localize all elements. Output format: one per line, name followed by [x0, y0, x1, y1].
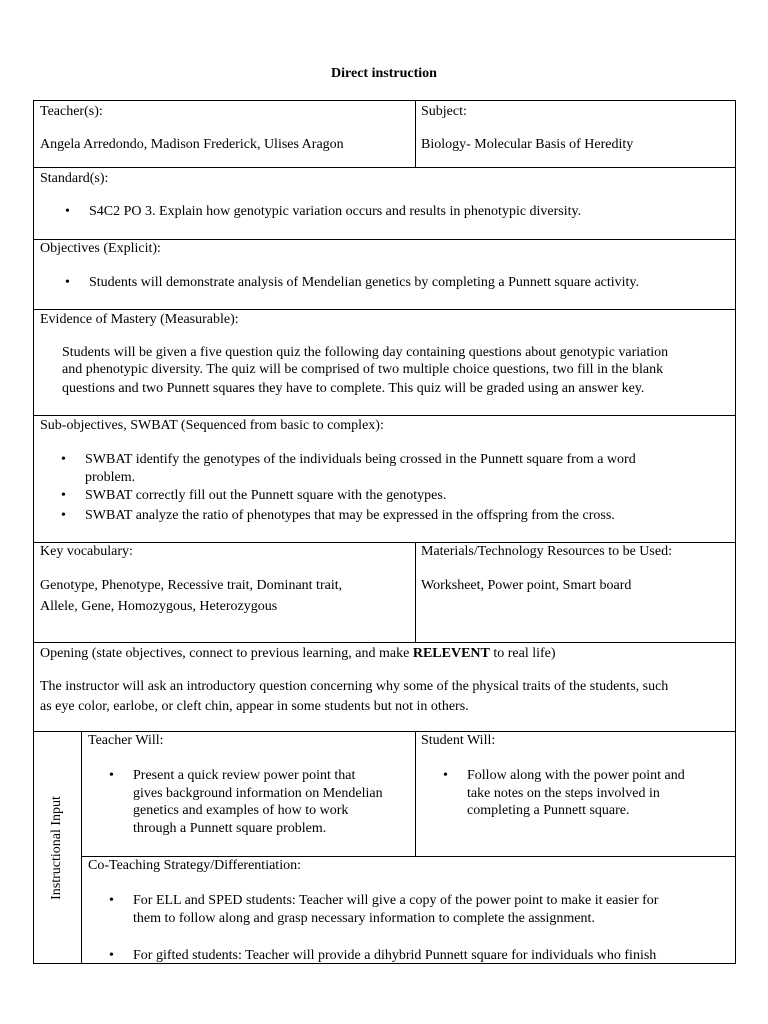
student-will-cell — [415, 731, 736, 857]
instructional-input-label — [34, 732, 80, 964]
student-will-line-2: take notes on the steps involved in — [467, 785, 660, 801]
subobjective-1-line-1: SWBAT identify the genotypes of the individuals being crossed in the Punnett square from a word — [85, 452, 636, 467]
standards-cell — [33, 167, 736, 240]
evidence-cell — [33, 309, 736, 416]
student-will-item — [467, 767, 685, 820]
subobjectives-list — [85, 451, 725, 524]
evidence-line-1: Students will be given a five question quiz the following day containing questions about genotypic variation — [62, 345, 669, 360]
student-will-label: Student Will: — [421, 733, 496, 748]
subject-label: Subject: — [421, 104, 467, 119]
evidence-line-3: questions and two Punnett squares they have to complete. This quiz will be graded using an answer key. — [62, 381, 645, 396]
student-will-line-1: Follow along with the power point and — [467, 768, 685, 783]
vocabulary-line-1: Genotype, Phenotype, Recessive trait, Dominant trait, — [40, 578, 343, 593]
coteaching-item-ell — [133, 892, 658, 927]
opening-label-text: Opening (state objectives, connect to previous learning, and make — [40, 646, 413, 661]
subobjective-item — [85, 507, 725, 525]
subobjectives-label: Sub-objectives, SWBAT (Sequenced from basic to complex): — [40, 418, 384, 433]
vocabulary-cell — [33, 542, 416, 643]
subobjective-item — [85, 487, 725, 505]
materials-value: Worksheet, Power point, Smart board — [421, 578, 632, 593]
subject-value: Biology- Molecular Basis of Heredity — [421, 137, 634, 152]
teacher-will-line-3: genetics and examples of how to work — [133, 803, 349, 818]
student-will-list — [467, 767, 685, 820]
teacher-will-list — [133, 767, 383, 837]
teacher-will-line-2: gives background information on Mendelian — [133, 785, 383, 801]
opening-label — [40, 645, 556, 662]
student-will-line-3: completing a Punnett square. — [467, 803, 630, 818]
subject-cell — [415, 100, 736, 168]
materials-cell — [415, 542, 736, 643]
opening-label-tail: to real life) — [489, 646, 556, 661]
evidence-line-2: and phenotypic diversity. The quiz will be comprised of two multiple choice questions, two fill in the blank — [62, 362, 664, 377]
evidence-label: Evidence of Mastery (Measurable): — [40, 312, 239, 327]
objectives-list — [89, 274, 639, 292]
teacher-label: Teacher(s): — [40, 104, 103, 119]
instructional-input-label-text: Instructional Input — [49, 796, 64, 900]
teacher-will-label: Teacher Will: — [88, 733, 164, 748]
subobjective-1-line-2: problem. — [85, 469, 136, 485]
coteaching-label: Co-Teaching Strategy/Differentiation: — [88, 858, 301, 873]
objectives-label: Objectives (Explicit): — [40, 241, 161, 256]
teacher-will-item — [133, 767, 383, 837]
subobjectives-cell — [33, 415, 736, 543]
subobjective-3: SWBAT analyze the ratio of phenotypes that may be expressed in the offspring from the cross. — [85, 507, 615, 523]
coteaching-list — [133, 892, 658, 965]
subobjective-2: SWBAT correctly fill out the Punnett square with the genotypes. — [85, 488, 447, 503]
opening-line-2: as eye color, earlobe, or cleft chin, appear in some students but not in others. — [40, 699, 469, 714]
coteaching-cell — [81, 856, 736, 964]
opening-label-emphasis: RELEVENT — [412, 646, 490, 661]
vocabulary-line-2: Allele, Gene, Homozygous, Heterozygous — [40, 599, 278, 614]
opening-line-1: The instructor will ask an introductory question concerning why some of the physical traits of the students, such — [40, 679, 669, 694]
coteaching-ell-line-2: them to follow along and grasp necessary information to complete the assignment. — [133, 910, 595, 926]
document-title: Direct instruction — [331, 66, 437, 81]
objective-item: • Students will demonstrate analysis of Mendelian genetics by completing a Punnett square activity. — [89, 274, 639, 292]
teacher-will-line-4: through a Punnett square problem. — [133, 820, 327, 836]
teacher-cell — [33, 100, 416, 168]
teacher-names: Angela Arredondo, Madison Frederick, Ulises Aragon — [40, 137, 344, 152]
coteaching-item-gifted — [133, 947, 658, 965]
standards-list — [89, 203, 581, 221]
standards-label: Standard(s): — [40, 171, 109, 186]
materials-label: Materials/Technology Resources to be Used: — [421, 544, 672, 559]
objectives-cell — [33, 239, 736, 310]
opening-cell — [33, 642, 736, 732]
subobjective-item — [85, 451, 725, 486]
teacher-will-line-1: Present a quick review power point that — [133, 768, 356, 783]
vocabulary-label: Key vocabulary: — [40, 544, 133, 559]
coteaching-ell-line-1: For ELL and SPED students: Teacher will give a copy of the power point to make it easier for — [133, 893, 659, 908]
standard-item: • S4C2 PO 3. Explain how genotypic variation occurs and results in phenotypic diversity. — [89, 203, 581, 221]
teacher-will-cell — [81, 731, 416, 857]
coteaching-gifted-line-1: For gifted students: Teacher will provide a dihybrid Punnett square for individuals who finish — [133, 948, 657, 963]
